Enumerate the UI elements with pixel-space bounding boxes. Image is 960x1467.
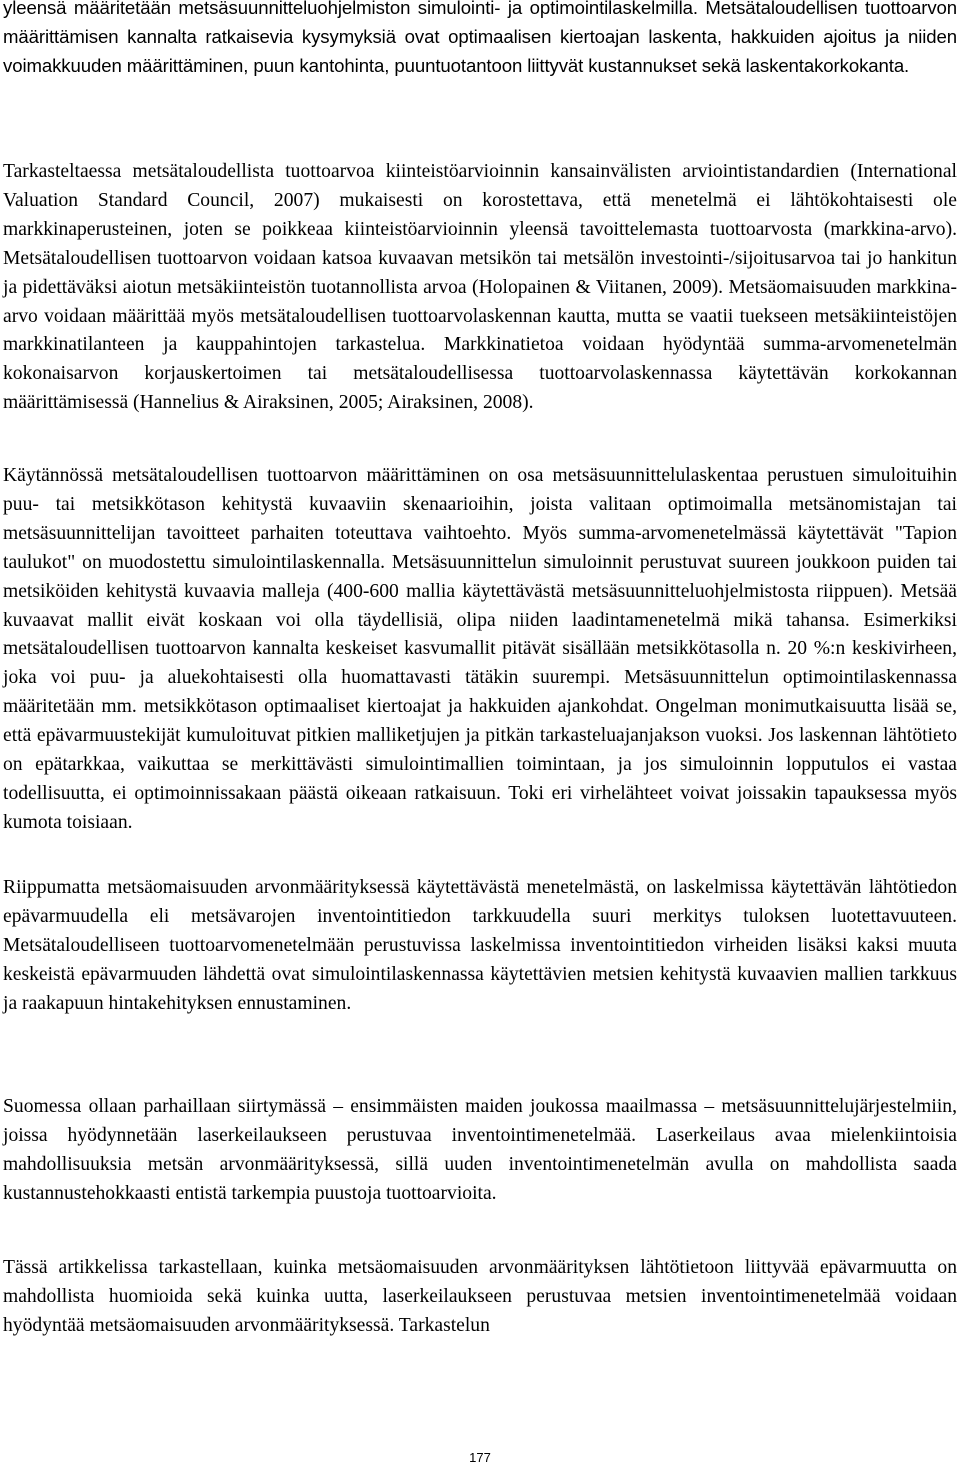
document-page [3, 0, 957, 1467]
paragraph-6: Tässä artikkelissa tarkastellaan, kuinka metsäomaisuuden arvonmäärityksen lähtötietoon liittyvää epävarmuutta on mahdollista huomioida sekä kuinka uutta, laserkeilaukseen perustuvaa metsien inventointimenetelmää voidaan hyödyntää metsäomaisuuden arvonmäärityksessä. Tarkastelun [3, 1257, 957, 1336]
paragraph-3: Käytännössä metsätaloudellisen tuottoarvon määrittäminen on osa metsäsuunnittelulaskentaa perustuen simuloituihin puu- tai metsikkötason kehitystä kuvaaviin skenaarioihin, joista valitaan optimoimalla metsänomistajan tai metsäsuunnittelijan tavoitteet parhaiten toteuttava vaihtoehto. Myös summa-arvomenetelmässä käytettävät "Tapion taulukot" on muodostettu simulointilaskennalla. Metsäsuunnittelun simuloinnit perustuvat suureen joukkoon puiden tai metsiköiden kehitystä kuvaavia malleja (400-600 mallia käytettävästä metsäsuunnitteluohjelmistosta riippuen). Metsää kuvaavat mallit eivät koskaan voi olla täydellisiä, olipa niiden laadintamenetelmä mikä tahansa. Esimerkiksi metsätaloudellisen tuottoarvon kannalta keskeiset kasvumallit pitävät sisällään metsikkötasolla n. 20 %:n keskivirheen, joka voi puu- ja aluekohtaisesti olla huomattavasti tätäkin suurempi. Metsäsuunnittelun optimointilaskennassa määritetään mm. metsikkötason optimaaliset kiertoajat ja hakkuiden ajankohdat. Ongelman monimutkaisuutta lisää se, että epävarmuustekijät kumuloituvat pitkien malliketjujen ja pitkän tarkasteluajanjakson vuoksi. Jos laskennan lähtötieto on epätarkkaa, vaikuttaa se merkittävästi simulointimallien toimintaan, ja jos simuloinnin lopputulos ei vastaa todellisuutta, ei optimoinnissakaan päästä oikeaan ratkaisuun. Toki eri virhelähteet voivat joissakin tapauksessa myös kumota toisiaan. [3, 465, 957, 833]
paragraph-2: Tarkasteltaessa metsätaloudellista tuottoarvoa kiinteistöarvioinnin kansainvälisten arviointistandardien (International Valuation Standard Council, 2007) mukaisesti on korostettava, että menetelmä ei lähtökohtaisesti ole markkinaperusteinen, joten se poikkeaa kiinteistöarvioinnin yleensä tavoittelemasta tuottoarvosta (markkina-arvo). Metsätaloudellisen tuottoarvon voidaan katsoa kuvaavan metsikön tai metsälön investointi-/sijoitusarvoa tai jo hankitun ja pidettäväksi aiotun metsäkiinteistön tuotannollista arvoa (Holopainen & Viitanen, 2009). Metsäomaisuuden markkina-arvo voidaan määrittää myös metsätaloudellisen tuottoarvolaskennan kautta, mutta se vaatii tuekseen metsäkiinteistöjen markkinatilanteen ja kauppahintojen tarkastelua. Markkinatietoa voidaan hyödyntää summa-arvomenetelmän kokonaisarvon korjauskertoimen tai metsätaloudellisessa tuottoarvolaskennassa käytettävän korkokannan määrittämisessä (Hannelius & Airaksinen, 2005; Airaksinen, 2008). [3, 161, 957, 414]
paragraph-5: Suomessa ollaan parhaillaan siirtymässä – ensimmäisten maiden joukossa maailmassa – metsäsuunnittelujärjestelmiin, joissa hyödynnetään laserkeilaukseen perustuvaa inventointimenetelmää. Laserkeilaus avaa mielenkiintoisia mahdollisuuksia metsän arvonmäärityksessä, sillä uuden inventointimenetelmän avulla on mahdollista saada kustannustehokkaasti entistä tarkempia puustoja tuottoarvioita. [3, 1096, 957, 1204]
page-number: 177 [469, 1450, 491, 1465]
paragraph-1: yleensä määritetään metsäsuunnitteluohjelmiston simulointi- ja optimointilaskelmilla. Metsätaloudellisen tuottoarvon määrittämisen kannalta ratkaisevia kysymyksiä ovat optimaalisen kiertoajan laskenta, hakkuiden ajoitus ja niiden voimakkuuden määrittäminen, puun kantohinta, puuntuotantoon liittyvät kustannukset sekä laskentakorkokanta. [3, 0, 957, 76]
paragraph-4: Riippumatta metsäomaisuuden arvonmäärityksessä käytettävästä menetelmästä, on laskelmissa käytettävän lähtötiedon epävarmuudella eli metsävarojen inventointitiedon tarkkuudella suuri merkitys tuloksen luotettavuuteen. Metsätaloudelliseen tuottoarvomenetelmään perustuvissa laskelmissa inventointitiedon virheiden lisäksi kaksi muuta keskeistä epävarmuuden lähdettä ovat simulointilaskennassa käytettävien metsien kehitystä kuvaavien mallien tarkkuus ja raakapuun hintakehityksen ennustaminen. [3, 877, 957, 1014]
